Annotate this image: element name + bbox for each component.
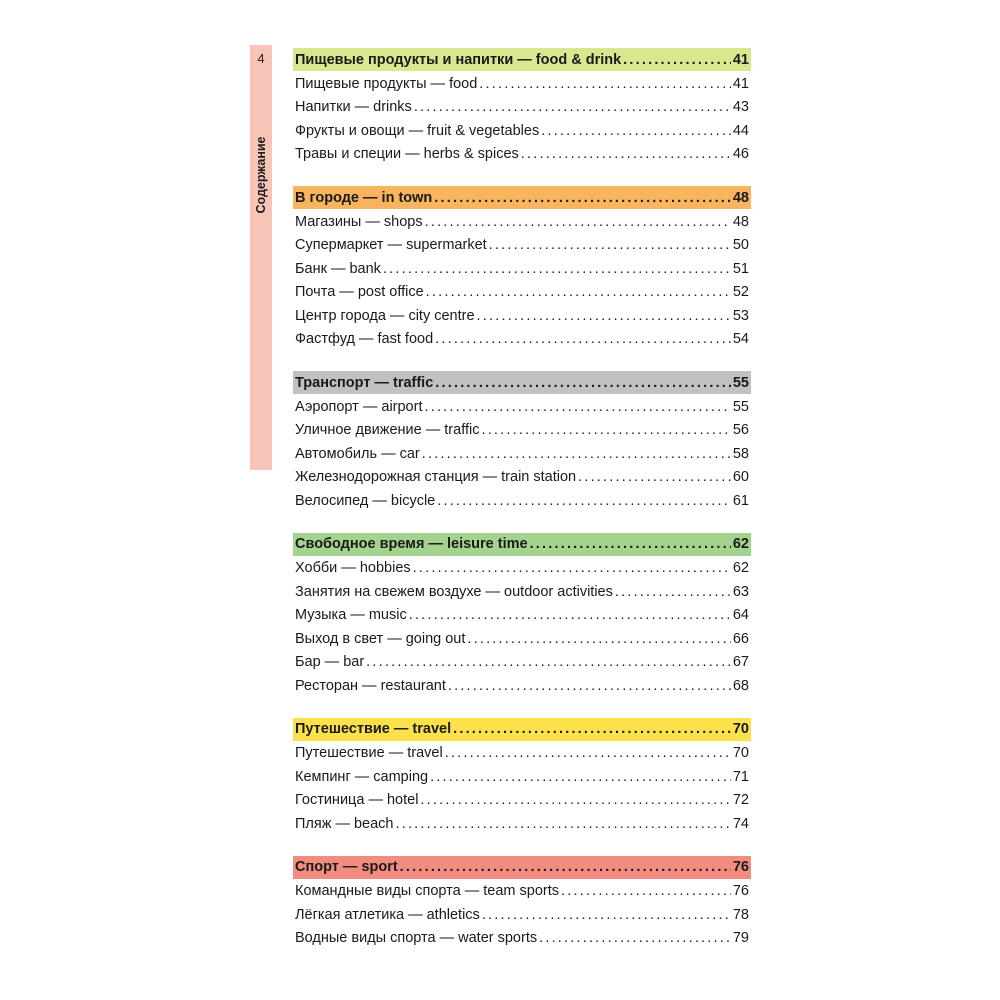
entry-title: Аэропорт — airport [295, 398, 423, 415]
dot-leader [541, 123, 731, 139]
entry-page: 70 [732, 745, 749, 762]
dot-leader [366, 654, 731, 670]
entry-page: 51 [732, 260, 749, 277]
entry-title: Хобби — hobbies [295, 560, 411, 577]
toc-section [293, 533, 751, 698]
dot-leader [413, 560, 731, 576]
entry-page: 41 [732, 75, 749, 92]
entry-page: 74 [732, 815, 749, 832]
entry-title: Почта — post office [295, 284, 424, 301]
entry-title: Пляж — beach [295, 815, 394, 832]
dot-leader [430, 769, 731, 785]
entry-title: Железнодорожная станция — train station [295, 469, 577, 486]
toc-entry[interactable] [293, 765, 751, 789]
entry-page: 58 [732, 445, 749, 462]
toc-entry[interactable] [293, 143, 751, 167]
dot-leader [400, 859, 731, 875]
entry-title: Гостиница — hotel [295, 792, 419, 809]
dot-leader [422, 446, 731, 462]
toc-entry[interactable] [293, 627, 751, 651]
entry-page: 55 [732, 398, 749, 415]
entry-page: 44 [732, 122, 749, 139]
toc-entry[interactable] [293, 72, 751, 96]
entry-page: 79 [732, 930, 749, 947]
entry-title: Супермаркет — supermarket [295, 237, 487, 254]
toc-entry[interactable] [293, 210, 751, 234]
dot-leader [539, 930, 731, 946]
dot-leader [426, 284, 731, 300]
dot-leader [521, 146, 731, 162]
entry-page: 54 [732, 331, 749, 348]
toc-entry[interactable] [293, 604, 751, 628]
toc-entry[interactable] [293, 812, 751, 836]
entry-page: 46 [732, 146, 749, 163]
toc-entry[interactable] [293, 234, 751, 258]
entry-page: 61 [732, 492, 749, 509]
toc-entry[interactable] [293, 880, 751, 904]
entry-title: Фастфуд — fast food [295, 331, 434, 348]
dot-leader [530, 536, 731, 552]
entry-title: Автомобиль — car [295, 445, 420, 462]
table-of-contents [293, 48, 751, 970]
entry-page: 68 [732, 677, 749, 694]
toc-entry[interactable] [293, 395, 751, 419]
entry-page: 71 [732, 768, 749, 785]
dot-leader [561, 883, 731, 899]
section-page: 55 [732, 374, 749, 391]
section-title: Спорт — sport [295, 859, 398, 875]
dot-leader [453, 721, 731, 737]
section-heading[interactable] [293, 533, 751, 556]
dot-leader [434, 190, 731, 206]
entry-title: Занятия на свежем воздухе — outdoor activities [295, 583, 613, 600]
section-heading[interactable] [293, 48, 751, 71]
toc-entry[interactable] [293, 674, 751, 698]
dot-leader [477, 308, 731, 324]
entry-title: Пищевые продукты — food [295, 75, 478, 92]
toc-entry[interactable] [293, 119, 751, 143]
toc-entry[interactable] [293, 257, 751, 281]
dot-leader [420, 792, 730, 808]
dot-leader [424, 399, 730, 415]
dot-leader [482, 907, 731, 923]
section-page: 70 [732, 721, 749, 737]
entry-page: 56 [732, 422, 749, 439]
section-heading[interactable] [293, 371, 751, 394]
toc-section [293, 718, 751, 836]
section-page: 48 [732, 189, 749, 206]
toc-entry[interactable] [293, 419, 751, 443]
entry-page: 43 [732, 99, 749, 116]
entry-title: Травы и специи — herbs & spices [295, 146, 519, 163]
entry-title: Напитки — drinks [295, 99, 412, 116]
entry-page: 64 [732, 607, 749, 624]
entry-title: Бар — bar [295, 654, 365, 671]
toc-entry[interactable] [293, 281, 751, 305]
dot-leader [479, 76, 731, 92]
entry-title: Кемпинг — camping [295, 768, 429, 785]
entry-page: 72 [732, 792, 749, 809]
entry-page: 76 [732, 883, 749, 900]
toc-entry[interactable] [293, 466, 751, 490]
toc-section [293, 856, 751, 951]
toc-entry[interactable] [293, 789, 751, 813]
dot-leader [623, 52, 731, 68]
entry-title: Музыка — music [295, 607, 407, 624]
toc-entry[interactable] [293, 442, 751, 466]
toc-entry[interactable] [293, 96, 751, 120]
section-title: В городе — in town [295, 189, 433, 206]
entry-title: Командные виды спорта — team sports [295, 883, 560, 900]
toc-section [293, 186, 751, 351]
entry-title: Центр города — city centre [295, 307, 475, 324]
toc-entry[interactable] [293, 304, 751, 328]
dot-leader [437, 493, 731, 509]
toc-section [293, 48, 751, 166]
page-number: 4 [257, 51, 265, 66]
dot-leader [448, 678, 731, 694]
entry-page: 52 [732, 284, 749, 301]
section-page: 62 [732, 536, 749, 552]
dot-leader [615, 584, 731, 600]
section-page: 41 [732, 51, 749, 68]
dot-leader [489, 237, 731, 253]
entry-title: Уличное движение — traffic [295, 422, 480, 439]
entry-page: 66 [732, 630, 749, 647]
toc-entry[interactable] [293, 557, 751, 581]
entry-title: Банк — bank [295, 260, 381, 277]
chapter-side-tab [250, 45, 272, 470]
dot-leader [435, 375, 731, 391]
entry-page: 50 [732, 237, 749, 254]
side-tab-label: Содержание [254, 136, 268, 214]
toc-entry[interactable] [293, 651, 751, 675]
dot-leader [445, 745, 731, 761]
entry-title: Путешествие — travel [295, 745, 443, 762]
dot-leader [414, 99, 731, 115]
dot-leader [467, 631, 730, 647]
dot-leader [578, 469, 731, 485]
entry-title: Выход в свет — going out [295, 630, 466, 647]
section-title: Транспорт — traffic [295, 374, 434, 391]
toc-entry[interactable] [293, 903, 751, 927]
entry-page: 62 [732, 560, 749, 577]
entry-title: Фрукты и овощи — fruit & vegetables [295, 122, 540, 139]
section-heading[interactable] [293, 856, 751, 879]
entry-title: Магазины — shops [295, 213, 423, 230]
dot-leader [383, 261, 731, 277]
toc-entry[interactable] [293, 580, 751, 604]
toc-section [293, 371, 751, 513]
entry-title: Велосипед — bicycle [295, 492, 436, 509]
toc-entry[interactable] [293, 742, 751, 766]
toc-entry[interactable] [293, 328, 751, 352]
toc-entry[interactable] [293, 489, 751, 513]
entry-page: 67 [732, 654, 749, 671]
section-title: Пищевые продукты и напитки — food & drink [295, 51, 622, 68]
dot-leader [396, 816, 731, 832]
dot-leader [481, 422, 730, 438]
entry-page: 48 [732, 213, 749, 230]
entry-page: 60 [732, 469, 749, 486]
entry-page: 63 [732, 583, 749, 600]
toc-entry[interactable] [293, 927, 751, 951]
section-page: 76 [732, 859, 749, 875]
section-title: Свободное время — leisure time [295, 536, 528, 552]
section-title: Путешествие — travel [295, 721, 452, 737]
dot-leader [435, 331, 731, 347]
entry-title: Лёгкая атлетика — athletics [295, 906, 480, 923]
section-heading[interactable] [293, 186, 751, 209]
entry-page: 78 [732, 906, 749, 923]
dot-leader [409, 607, 731, 623]
dot-leader [425, 214, 731, 230]
section-heading[interactable] [293, 718, 751, 741]
entry-page: 53 [732, 307, 749, 324]
entry-title: Ресторан — restaurant [295, 677, 446, 694]
entry-title: Водные виды спорта — water sports [295, 930, 538, 947]
